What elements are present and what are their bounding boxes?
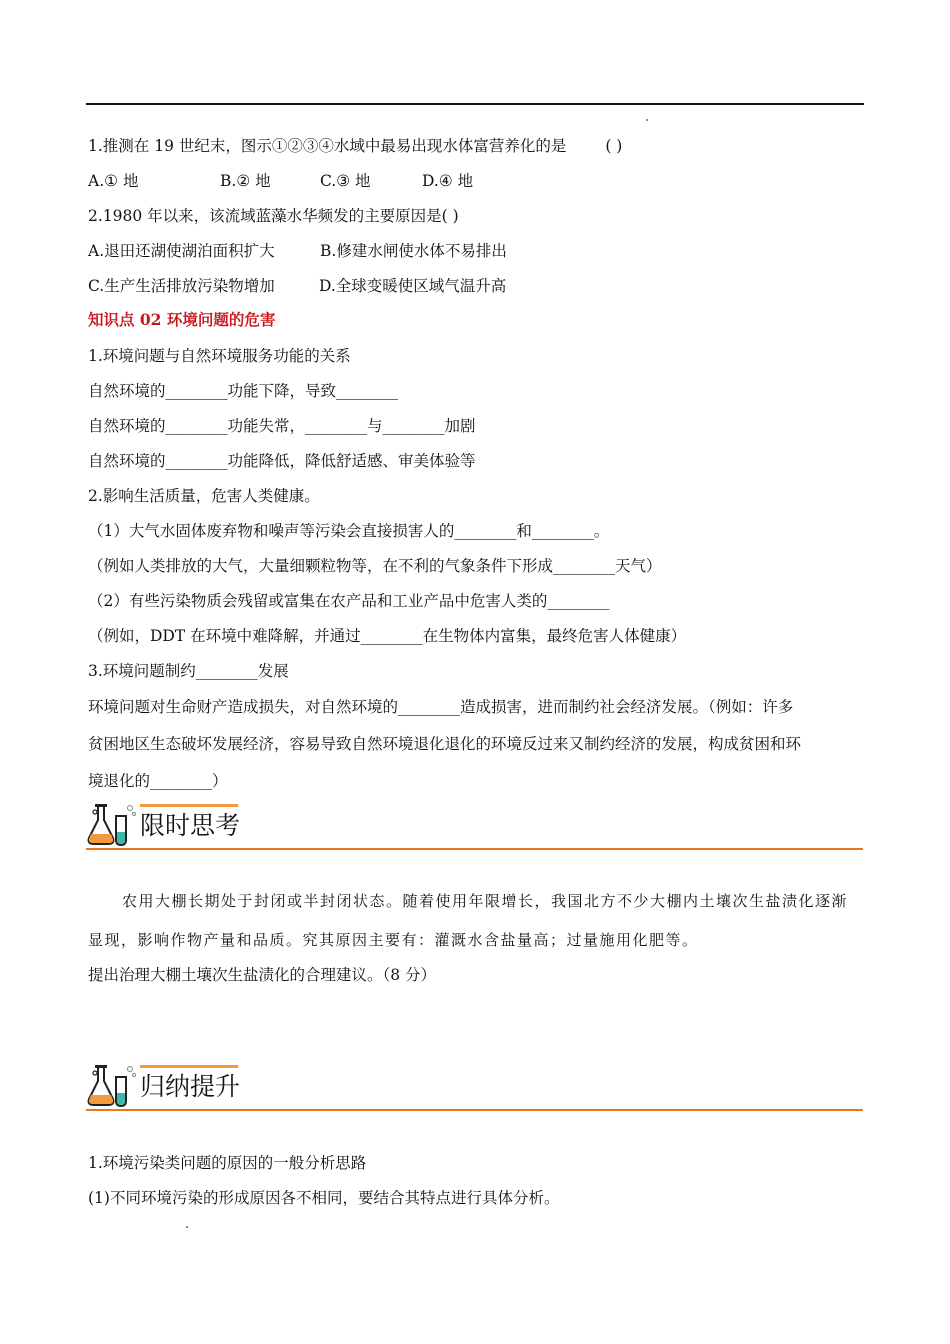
knowledge-line: （1）大气水固体废弃物和噪声等污染会直接损害人的________和________。 [88,522,610,540]
knowledge-line: 自然环境的________功能下降，导致________ [88,382,399,400]
knowledge-line: （2）有些污染物质会残留或富集在农产品和工业产品中危害人类的________ [88,592,610,610]
knowledge-line: 1.环境问题与自然环境服务功能的关系 [88,347,351,365]
q1-stem: 1.推测在 19 世纪末，图示①②③④水域中最易出现水体富营养化的是 ( ) [88,137,623,155]
section-header-limited-thinking [86,802,863,850]
q2-option-c: C.生产生活排放污染物增加 [88,277,275,295]
summary-line-1: 1.环境污染类问题的原因的一般分析思路 [88,1154,367,1172]
knowledge-line: 贫困地区生态破坏发展经济，容易导致自然环境退化退化的环境反过来又制约经济的发展，构成贫困和环 [88,735,802,753]
scenario-question: 提出治理大棚土壤次生盐渍化的合理建议。（8 分） [88,966,437,984]
q1-answer-blank: ( ) [605,137,623,155]
section-underline [86,848,863,850]
scenario-para-2: 显现，影响作物产量和品质。究其原因主要有：灌溉水含盐量高；过量施用化肥等。 [88,931,699,949]
q2-stem: 2.1980 年以来，该流域蓝藻水华频发的主要原因是( ) [88,207,459,225]
scenario-para-1: 农用大棚长期处于封闭或半封闭状态。随着使用年限增长，我国北方不少大棚内土壤次生盐渍化逐渐 [122,892,849,910]
lab-flask-icon [86,1063,138,1109]
section-underline [86,1109,863,1111]
lab-flask-icon [86,802,138,848]
knowledge-line: 自然环境的________功能降低，降低舒适感、审美体验等 [88,452,476,470]
section-title: 归纳提升 [140,1072,241,1101]
q1-option-b: B.② 地 [220,172,271,190]
artifact-dot [646,119,648,121]
knowledge-line: 境退化的________） [88,772,228,790]
artifact-dot [186,1226,188,1228]
knowledge-heading: 知识点 02 环境问题的危害 [88,310,276,329]
summary-line-2: (1)不同环境污染的形成原因各不相同，要结合其特点进行具体分析。 [88,1189,560,1207]
q1-option-c: C.③ 地 [320,172,371,190]
q2-option-d: D.全球变暖使区域气温升高 [319,277,507,295]
knowledge-line: （例如，DDT 在环境中难降解，并通过________在生物体内富集，最终危害人体健康） [88,627,687,645]
q2-option-b: B.修建水闸使水体不易排出 [320,242,507,260]
section-title: 限时思考 [140,811,241,840]
knowledge-line: 环境问题对生命财产造成损失，对自然环境的________造成损害，进而制约社会经济发展。（例如：许多 [88,698,794,716]
q1-option-d: D.④ 地 [422,172,474,190]
q1-option-a: A.① 地 [88,172,139,190]
knowledge-line: （例如人类排放的大气，大量细颗粒物等，在不利的气象条件下形成________天气） [88,557,662,575]
section-header-summary [86,1063,863,1111]
knowledge-line: 3.环境问题制约________发展 [88,662,289,680]
top-rule [86,103,864,105]
knowledge-line: 2.影响生活质量，危害人类健康。 [88,487,320,505]
knowledge-line: 自然环境的________功能失常，________与________加剧 [88,417,476,435]
q2-option-a: A.退田还湖使湖泊面积扩大 [88,242,275,260]
